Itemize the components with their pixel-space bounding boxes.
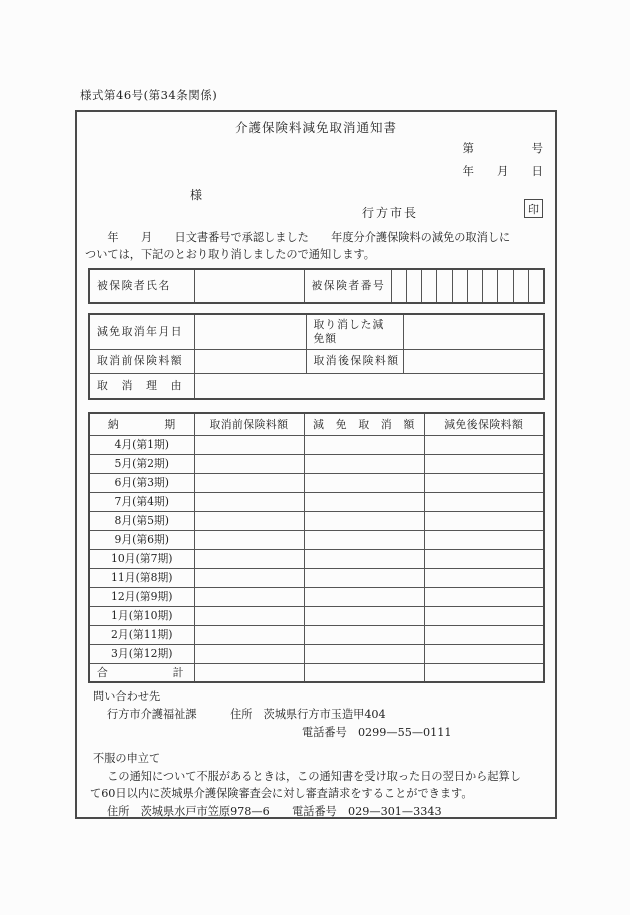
insured-number-digit-box — [392, 270, 407, 302]
schedule-row — [89, 530, 544, 549]
schedule-row — [89, 473, 544, 492]
term-label: 12月(第9期) — [89, 587, 194, 606]
schedule-total-row — [89, 663, 544, 682]
insured-number-digit-box — [498, 270, 513, 302]
insured-person-row — [89, 269, 544, 303]
amount-cell — [194, 644, 304, 663]
amount-cell — [194, 587, 304, 606]
amount-cell — [194, 435, 304, 454]
term-label: 4月(第1期) — [89, 435, 194, 454]
schedule-row — [89, 549, 544, 568]
appeal-address-line: 住所 茨城県水戸市笠原978—6 電話番号 029—301—3343 — [107, 804, 442, 818]
amount-cell — [304, 644, 424, 663]
notice-body-line-2: ついては，下記のとおり取り消しましたので通知します。 — [85, 248, 375, 261]
term-label: 3月(第12期) — [89, 644, 194, 663]
amount-cell — [304, 473, 424, 492]
total-label: 合 計 — [89, 663, 194, 682]
amount-cell — [194, 511, 304, 530]
notice-body-paragraph — [85, 229, 547, 263]
contact-address-line: 行方市介護福祉課 住所 茨城県行方市玉造甲404 — [107, 708, 386, 721]
amount-cell — [194, 606, 304, 625]
cancellation-detail-table — [88, 313, 545, 400]
appeal-line-2: て60日以内に茨城県介護保険審査会に対し審査請求をすることができます。 — [90, 787, 473, 800]
schedule-row — [89, 454, 544, 473]
term-label: 2月(第11期) — [89, 625, 194, 644]
amount-cell — [304, 587, 424, 606]
amount-cell — [194, 549, 304, 568]
cancellation-reason-row — [89, 373, 544, 399]
term-label: 6月(第3期) — [89, 473, 194, 492]
amount-cell — [304, 568, 424, 587]
appeal-heading: 不服の申立て — [93, 752, 161, 765]
amount-cell — [424, 587, 544, 606]
amount-cell — [424, 492, 544, 511]
schedule-row — [89, 587, 544, 606]
term-label: 8月(第5期) — [89, 511, 194, 530]
insured-number-digit-box — [514, 270, 529, 302]
amount-cell — [304, 435, 424, 454]
term-label: 11月(第8期) — [89, 568, 194, 587]
schedule-header-row — [89, 413, 544, 435]
premium-before-value — [194, 349, 306, 373]
term-label: 9月(第6期) — [89, 530, 194, 549]
amount-cell — [304, 492, 424, 511]
schedule-row — [89, 511, 544, 530]
premium-before-after-row — [89, 349, 544, 373]
insured-name-value — [194, 269, 304, 303]
cancellation-date-value — [194, 314, 306, 349]
amount-cell — [424, 511, 544, 530]
contact-block — [90, 688, 550, 742]
amount-cell — [424, 435, 544, 454]
schedule-row — [89, 625, 544, 644]
term-header: 納 期 — [89, 413, 194, 435]
premium-before-label: 取消前保険料額 — [89, 349, 194, 373]
addressee-honorific: 様 — [190, 188, 203, 202]
amount-cell — [304, 606, 424, 625]
schedule-row — [89, 492, 544, 511]
term-label: 5月(第2期) — [89, 454, 194, 473]
insured-number-digit-box — [453, 270, 468, 302]
cancellation-date-row — [89, 314, 544, 349]
amount-cell — [424, 530, 544, 549]
form-id-label: 様式第46号(第34条関係) — [80, 88, 218, 102]
amount-cell — [424, 473, 544, 492]
term-label: 7月(第4期) — [89, 492, 194, 511]
seal-box — [524, 199, 543, 218]
insured-number-digit-box — [437, 270, 452, 302]
insured-number-label: 被保険者番号 — [304, 269, 391, 303]
amount-cell — [304, 511, 424, 530]
amount-cell — [424, 568, 544, 587]
amount-cell — [194, 568, 304, 587]
amount-cell — [194, 530, 304, 549]
premium-after-header: 減免後保険料額 — [424, 413, 544, 435]
form-title: 介護保険料減免取消通知書 — [234, 120, 397, 135]
payment-schedule-table — [88, 412, 545, 683]
amount-cell — [194, 625, 304, 644]
amount-cell — [304, 625, 424, 644]
premium-before-header: 取消前保険料額 — [194, 413, 304, 435]
amount-cell — [194, 454, 304, 473]
schedule-row — [89, 568, 544, 587]
issuer-name: 行方市長 — [362, 206, 419, 220]
insured-number-digit-box — [529, 270, 543, 302]
cancelled-reduction-amount-value — [403, 314, 544, 349]
insured-number-digit-box — [483, 270, 498, 302]
amount-cell — [304, 454, 424, 473]
schedule-row — [89, 435, 544, 454]
insured-person-table — [88, 268, 545, 304]
amount-cell — [194, 663, 304, 682]
amount-cell — [304, 549, 424, 568]
term-label: 10月(第7期) — [89, 549, 194, 568]
amount-cell — [424, 606, 544, 625]
cancellation-reason-value — [194, 373, 544, 399]
insured-number-boxes — [391, 269, 544, 303]
premium-after-label: 取消後保険料額 — [306, 349, 403, 373]
cancellation-date-label: 減免取消年月日 — [89, 314, 194, 349]
amount-cell — [424, 663, 544, 682]
contact-heading: 問い合わせ先 — [93, 690, 161, 703]
notice-box — [75, 110, 557, 819]
cancelled-reduction-amount-label: 取り消した減免額 — [306, 314, 403, 349]
amount-cell — [424, 454, 544, 473]
schedule-row — [89, 644, 544, 663]
amount-cell — [304, 530, 424, 549]
insured-number-digit-box — [407, 270, 422, 302]
amount-cell — [424, 549, 544, 568]
insured-number-digit-box — [422, 270, 437, 302]
appeal-line-1: この通知について不服があるときは，この通知書を受け取った日の翌日から起算し — [96, 769, 521, 783]
reduction-cancelled-header: 減 免 取 消 額 — [304, 413, 424, 435]
amount-cell — [304, 663, 424, 682]
cancellation-reason-label: 取 消 理 由 — [89, 373, 194, 399]
issue-date-line: 年 月 日 — [462, 164, 543, 178]
amount-cell — [194, 492, 304, 511]
notice-body-line-1: 年 月 日文書番号で承認しました 年度分介護保険料の減免の取消しに — [85, 231, 511, 244]
schedule-row — [89, 606, 544, 625]
seal-character: 印 — [528, 202, 539, 216]
contact-phone-line: 電話番号 0299—55—0111 — [302, 726, 452, 739]
appeal-block — [90, 750, 552, 820]
insured-number-digit-row — [392, 270, 544, 302]
premium-after-value — [403, 349, 544, 373]
amount-cell — [194, 473, 304, 492]
amount-cell — [424, 625, 544, 644]
doc-number-line: 第 号 — [462, 141, 543, 155]
insured-number-digit-box — [468, 270, 483, 302]
term-label: 1月(第10期) — [89, 606, 194, 625]
amount-cell — [424, 644, 544, 663]
insured-name-label: 被保険者氏名 — [89, 269, 194, 303]
